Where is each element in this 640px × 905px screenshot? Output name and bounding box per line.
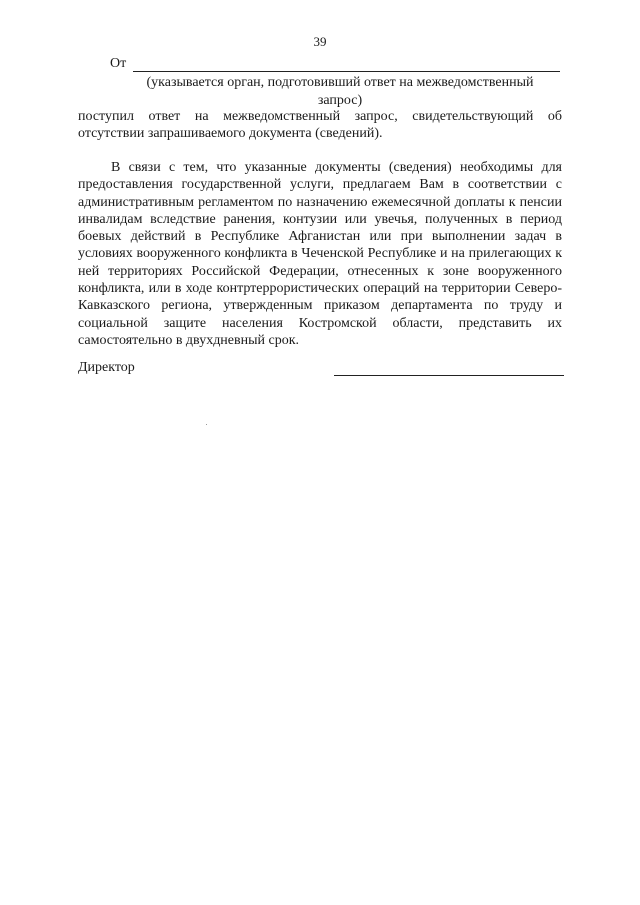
from-hint-line2: запрос) [317, 93, 363, 108]
from-field [110, 56, 560, 74]
scan-artifact [206, 424, 207, 425]
signature-blank-line [334, 375, 564, 376]
body-paragraph-1: поступил ответ на межведомственный запрос, свидетельствующий об отсутствии запрашиваемого документа (сведений). [78, 109, 562, 142]
from-label: От [110, 56, 127, 71]
signature-title: Директор [78, 360, 135, 375]
signature-block [78, 360, 564, 380]
body-paragraph-2: В связи с тем, что указанные документы (сведения) необходимы для предоставления государственной услуги, предлагаем Вам в соответствии с административным регламентом по назначению ежемесячной доплаты к пенсии инвалидам вследствие ранения, контузии или увечья, полученных в период боевых действий в Республике Афганистан или при выполнении задач в условиях вооруженного конфликта в Чеченской Республике и на прилегающих к ней территориях Российской Федерации, отнесенных к зоне вооруженного конфликта, или в ходе контртеррористических операций на территории Северо-Кавказского региона, утвержденным приказом департамента по труду и социальной защите населения Костромской области, представить их самостоятельно в двухдневный срок. [78, 160, 562, 348]
from-blank-line [133, 71, 560, 72]
from-hint-line1: (указывается орган, подготовивший ответ на межведомственный [146, 75, 534, 90]
from-hint [100, 74, 580, 110]
page-number: 39 [313, 34, 327, 49]
